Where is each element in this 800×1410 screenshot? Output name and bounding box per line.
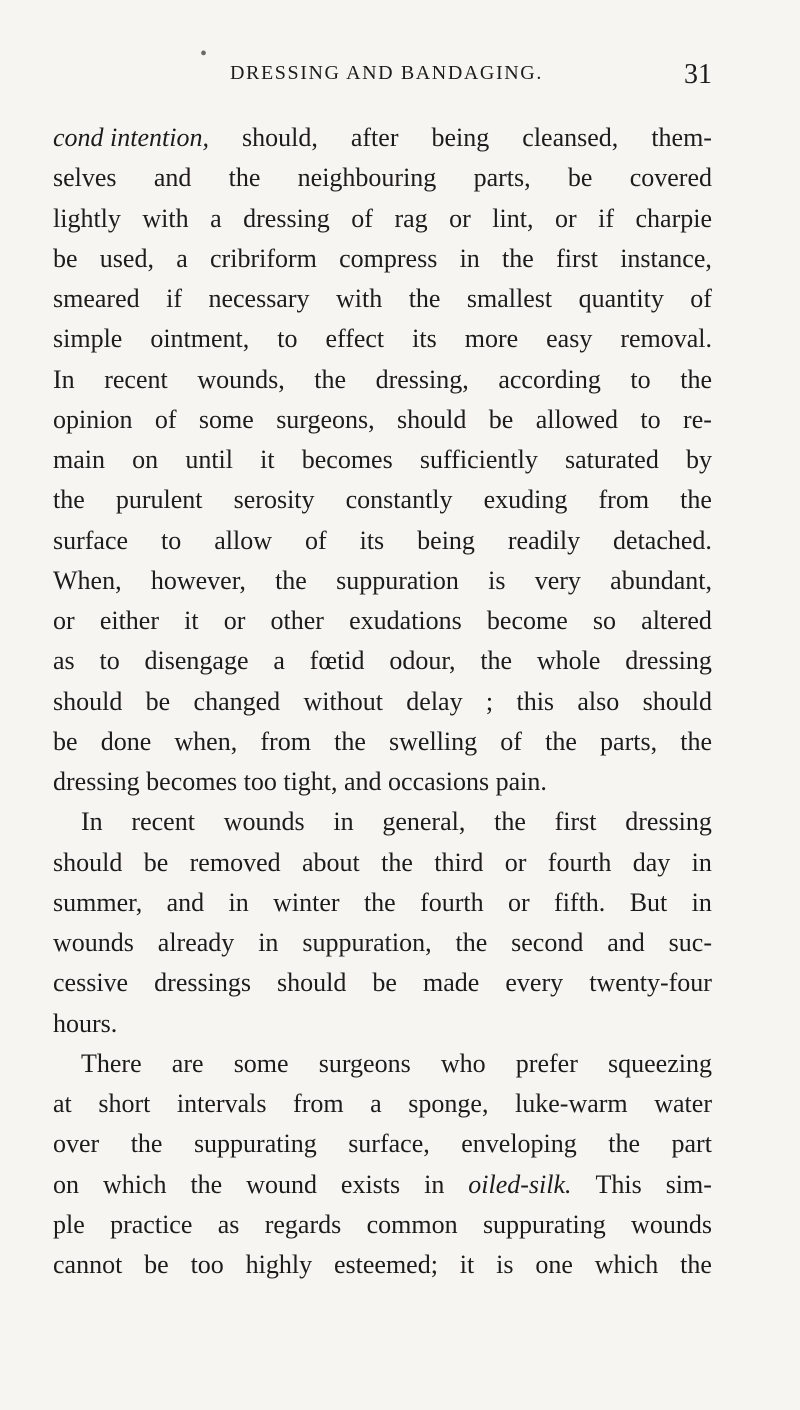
text-line xyxy=(53,118,712,158)
word: surgeons, xyxy=(276,404,375,434)
word: esteemed; xyxy=(333,1250,438,1279)
word: to xyxy=(161,525,182,555)
word: the xyxy=(53,485,85,515)
text-line xyxy=(53,802,712,842)
word: more xyxy=(464,324,519,354)
word: used, xyxy=(99,243,154,273)
word: quantity xyxy=(578,284,664,313)
word: without xyxy=(303,686,383,716)
word: in xyxy=(691,847,712,877)
word: which xyxy=(594,1250,659,1279)
word: becomes xyxy=(301,445,393,474)
word: over xyxy=(53,1129,100,1159)
word: hours. xyxy=(53,1008,118,1038)
word: lightly xyxy=(53,203,121,233)
word: it xyxy=(459,1250,475,1279)
word: to xyxy=(277,324,298,354)
word: first xyxy=(554,807,597,837)
word: in xyxy=(459,243,480,273)
word: wounds, xyxy=(197,364,285,394)
text-line xyxy=(53,480,712,520)
word: be xyxy=(53,726,78,756)
word: be xyxy=(567,163,593,193)
word: water xyxy=(654,1089,712,1118)
word: as xyxy=(53,646,75,676)
word: fifth. xyxy=(554,887,606,917)
word: become xyxy=(486,606,568,635)
word: from xyxy=(293,1089,344,1118)
word: In xyxy=(53,364,75,394)
word: recent xyxy=(131,807,195,837)
text-line xyxy=(53,722,712,762)
word: cleansed, xyxy=(522,123,619,152)
word: if xyxy=(166,284,182,313)
word: parts, xyxy=(600,726,658,756)
word: and xyxy=(607,928,645,957)
text-line xyxy=(53,923,712,963)
word: the xyxy=(228,163,261,193)
word: smallest xyxy=(466,284,553,313)
word: disengage xyxy=(144,646,249,676)
word: other xyxy=(270,606,324,635)
word: sponge, xyxy=(408,1089,489,1118)
word: But xyxy=(629,887,668,917)
word: suppuration xyxy=(336,565,459,595)
word: one xyxy=(535,1250,573,1279)
text-line xyxy=(53,1004,712,1044)
word: its xyxy=(412,324,437,354)
word: charpie xyxy=(635,203,712,233)
text-line xyxy=(53,279,712,319)
word: wounds xyxy=(631,1209,712,1239)
word: simple xyxy=(53,324,123,354)
word: exists xyxy=(340,1169,401,1199)
word: ple xyxy=(53,1209,85,1239)
text-line xyxy=(53,843,712,883)
word: too xyxy=(190,1250,224,1279)
word: exuding xyxy=(483,485,568,515)
word: compress xyxy=(339,243,438,273)
word: the xyxy=(608,1129,641,1159)
word: rag xyxy=(394,203,428,233)
text-line xyxy=(53,883,712,923)
word: is xyxy=(488,565,506,595)
word: easy xyxy=(546,324,593,354)
word: suc- xyxy=(668,928,712,957)
word: ointment, xyxy=(150,324,250,354)
word: abundant, xyxy=(610,565,712,595)
text-line xyxy=(53,440,712,480)
word: sim- xyxy=(665,1169,712,1199)
ink-dot: • xyxy=(200,43,208,65)
word: swelling xyxy=(389,726,478,756)
word: second xyxy=(511,928,584,957)
word: or xyxy=(508,887,530,917)
word: should, xyxy=(242,123,318,152)
text-line xyxy=(53,1044,712,1084)
word: about xyxy=(301,847,360,877)
word: the xyxy=(480,646,513,676)
word: fœtid xyxy=(309,646,365,676)
text-line xyxy=(53,1165,712,1205)
word: the xyxy=(408,284,441,313)
word: its xyxy=(359,525,385,555)
word: made xyxy=(423,968,480,998)
text-line xyxy=(53,199,712,239)
text-line xyxy=(53,158,712,198)
word: in xyxy=(258,928,279,957)
word: which xyxy=(102,1169,167,1199)
word: the xyxy=(334,726,366,756)
word: or xyxy=(449,203,471,233)
word: a xyxy=(176,243,188,273)
word: in xyxy=(691,887,712,917)
word: on xyxy=(53,1169,79,1199)
word: should xyxy=(53,847,123,877)
word: suppurating xyxy=(482,1209,606,1239)
word: In xyxy=(81,807,103,837)
word: of xyxy=(690,284,712,313)
word: constantly xyxy=(345,485,453,515)
word: a xyxy=(273,646,285,676)
word: and xyxy=(153,163,192,193)
word: and xyxy=(166,887,205,917)
text-line xyxy=(53,682,712,722)
word: is xyxy=(496,1250,514,1279)
word: main xyxy=(53,445,105,474)
word: changed xyxy=(193,686,281,716)
word: by xyxy=(685,445,712,474)
word: be xyxy=(488,404,514,434)
text-line xyxy=(53,239,712,279)
word: from xyxy=(260,726,311,756)
word: re- xyxy=(683,404,712,434)
word: a xyxy=(210,203,222,233)
word: intervals xyxy=(176,1089,267,1118)
word: or xyxy=(554,203,577,233)
word: dressing xyxy=(243,203,330,233)
text-line xyxy=(53,319,712,359)
word: instance, xyxy=(620,243,712,273)
word: exudations xyxy=(349,606,462,635)
italic-word: cond intention, xyxy=(53,123,209,152)
word: dressing, xyxy=(375,364,469,394)
word: wounds xyxy=(223,807,305,837)
word: should xyxy=(277,968,347,998)
word: allow xyxy=(214,525,272,555)
word: day xyxy=(632,847,671,877)
word: every xyxy=(505,968,564,998)
word: or xyxy=(223,606,246,635)
word: the xyxy=(275,565,307,595)
word: some xyxy=(198,404,254,434)
word: from xyxy=(598,485,650,515)
word: be xyxy=(372,968,397,998)
word: should xyxy=(642,686,712,716)
word: be xyxy=(144,1250,169,1279)
text-line xyxy=(53,762,712,802)
word: on xyxy=(132,445,159,474)
text-line xyxy=(53,1084,712,1124)
word: in xyxy=(228,887,249,917)
word: cribriform xyxy=(210,243,317,273)
word: first xyxy=(556,243,598,273)
word: the xyxy=(680,1250,712,1279)
word: the xyxy=(190,1169,223,1199)
word: of xyxy=(304,525,327,555)
word: When, xyxy=(53,565,122,595)
word: saturated xyxy=(564,445,659,474)
word: so xyxy=(592,606,617,635)
word: readily xyxy=(507,525,581,555)
text-line xyxy=(53,400,712,440)
word: with xyxy=(142,203,189,233)
word: smeared xyxy=(53,284,140,313)
word: however, xyxy=(150,565,246,595)
word: There xyxy=(81,1048,142,1078)
word: regards xyxy=(264,1209,342,1239)
word: general, xyxy=(382,807,466,837)
word: the xyxy=(502,243,534,273)
word: neighbouring xyxy=(297,163,437,193)
word: be xyxy=(143,847,169,877)
word: luke-warm xyxy=(515,1089,628,1118)
word: covered xyxy=(629,163,712,193)
word: sufficiently xyxy=(419,445,538,474)
word: the xyxy=(680,364,712,394)
word: surface xyxy=(53,525,129,555)
word: are xyxy=(171,1048,204,1078)
word: it xyxy=(184,606,199,635)
word: summer, xyxy=(53,887,143,917)
word: the xyxy=(363,887,396,917)
word: the xyxy=(314,364,347,394)
word: third xyxy=(434,847,484,877)
word: be xyxy=(53,243,78,273)
text-line xyxy=(53,360,712,400)
word: whole xyxy=(536,646,601,676)
word: cessive xyxy=(53,968,129,998)
word: fourth xyxy=(547,847,612,877)
word: practice xyxy=(110,1209,193,1239)
word: or xyxy=(53,606,75,635)
text-line xyxy=(53,1245,712,1285)
word: this xyxy=(516,686,555,716)
word: or xyxy=(504,847,527,877)
word: fourth xyxy=(420,887,484,917)
word: prefer xyxy=(515,1048,578,1078)
page-header xyxy=(230,59,712,102)
word: in xyxy=(333,807,354,837)
word: enveloping xyxy=(461,1129,577,1159)
word: altered xyxy=(641,606,712,635)
word: suppurating xyxy=(193,1129,317,1159)
word: done xyxy=(100,726,152,756)
word: of xyxy=(500,726,522,756)
word: them- xyxy=(651,123,712,152)
word: part xyxy=(671,1129,712,1159)
word: to xyxy=(630,364,651,394)
word: the xyxy=(680,485,712,515)
italic-word: oiled-silk. xyxy=(468,1169,572,1199)
word: dressing xyxy=(625,807,712,837)
word: according xyxy=(498,364,601,394)
word: dressing xyxy=(625,646,712,676)
word: short xyxy=(98,1089,151,1118)
word: purulent xyxy=(115,485,203,515)
word: to xyxy=(640,404,661,434)
word: either xyxy=(99,606,159,635)
word: parts, xyxy=(473,163,531,193)
word: effect xyxy=(325,324,385,354)
word: the xyxy=(455,928,488,957)
word: lint, xyxy=(492,203,534,233)
word: selves xyxy=(53,163,117,193)
word: necessary xyxy=(208,284,310,313)
body-text xyxy=(53,118,712,1285)
word: of xyxy=(154,404,177,434)
text-line xyxy=(53,561,712,601)
word: should xyxy=(53,686,123,716)
word: after xyxy=(350,123,399,152)
word: until xyxy=(185,445,233,474)
word: surgeons xyxy=(318,1048,411,1078)
word: surface, xyxy=(348,1129,430,1159)
word: being xyxy=(431,123,490,152)
word: be xyxy=(145,686,171,716)
text-line xyxy=(53,521,712,561)
word: common xyxy=(366,1209,458,1239)
word: who xyxy=(440,1048,486,1078)
word: dressing becomes too tight, and occasions pain. xyxy=(53,767,547,796)
word: some xyxy=(233,1048,289,1078)
word: when, xyxy=(174,726,238,756)
word: to xyxy=(99,646,120,676)
word: dressings xyxy=(154,968,251,998)
word: at xyxy=(53,1089,72,1118)
word: the xyxy=(545,726,577,756)
word: serosity xyxy=(233,485,315,515)
word: the xyxy=(130,1129,163,1159)
word: removed xyxy=(189,847,281,877)
word: odour, xyxy=(389,646,456,676)
text-line xyxy=(53,601,712,641)
word: of xyxy=(351,203,373,233)
word: highly xyxy=(245,1250,313,1279)
word: allowed xyxy=(535,404,619,434)
word: ; xyxy=(485,686,494,716)
word: opinion xyxy=(53,404,133,434)
word: the xyxy=(381,847,413,877)
running-head: DRESSING AND BANDAGING. xyxy=(230,62,543,84)
word: wound xyxy=(246,1169,317,1199)
word: delay xyxy=(406,686,463,716)
word: it xyxy=(260,445,275,474)
word: squeezing xyxy=(608,1048,712,1078)
text-line xyxy=(53,1124,712,1164)
word: should xyxy=(397,404,467,434)
word: cannot xyxy=(53,1250,123,1279)
word: twenty-four xyxy=(589,968,712,998)
word: the xyxy=(680,726,712,756)
word: suppuration, xyxy=(302,928,432,957)
page-number: 31 xyxy=(684,59,712,90)
word: recent xyxy=(104,364,168,394)
word: very xyxy=(534,565,581,595)
word: in xyxy=(424,1169,445,1199)
text-line xyxy=(53,641,712,681)
word: the xyxy=(494,807,526,837)
word: a xyxy=(370,1089,382,1118)
word: winter xyxy=(273,887,340,917)
word: detached. xyxy=(613,525,712,555)
text-line xyxy=(53,1205,712,1245)
word: as xyxy=(217,1209,240,1239)
word: being xyxy=(417,525,475,555)
word: with xyxy=(335,284,383,313)
word: This xyxy=(595,1169,642,1199)
word: if xyxy=(598,203,614,233)
word: also xyxy=(577,686,620,716)
word: wounds xyxy=(53,928,134,957)
text-line xyxy=(53,963,712,1003)
word: already xyxy=(157,928,235,957)
word: removal. xyxy=(620,324,712,354)
